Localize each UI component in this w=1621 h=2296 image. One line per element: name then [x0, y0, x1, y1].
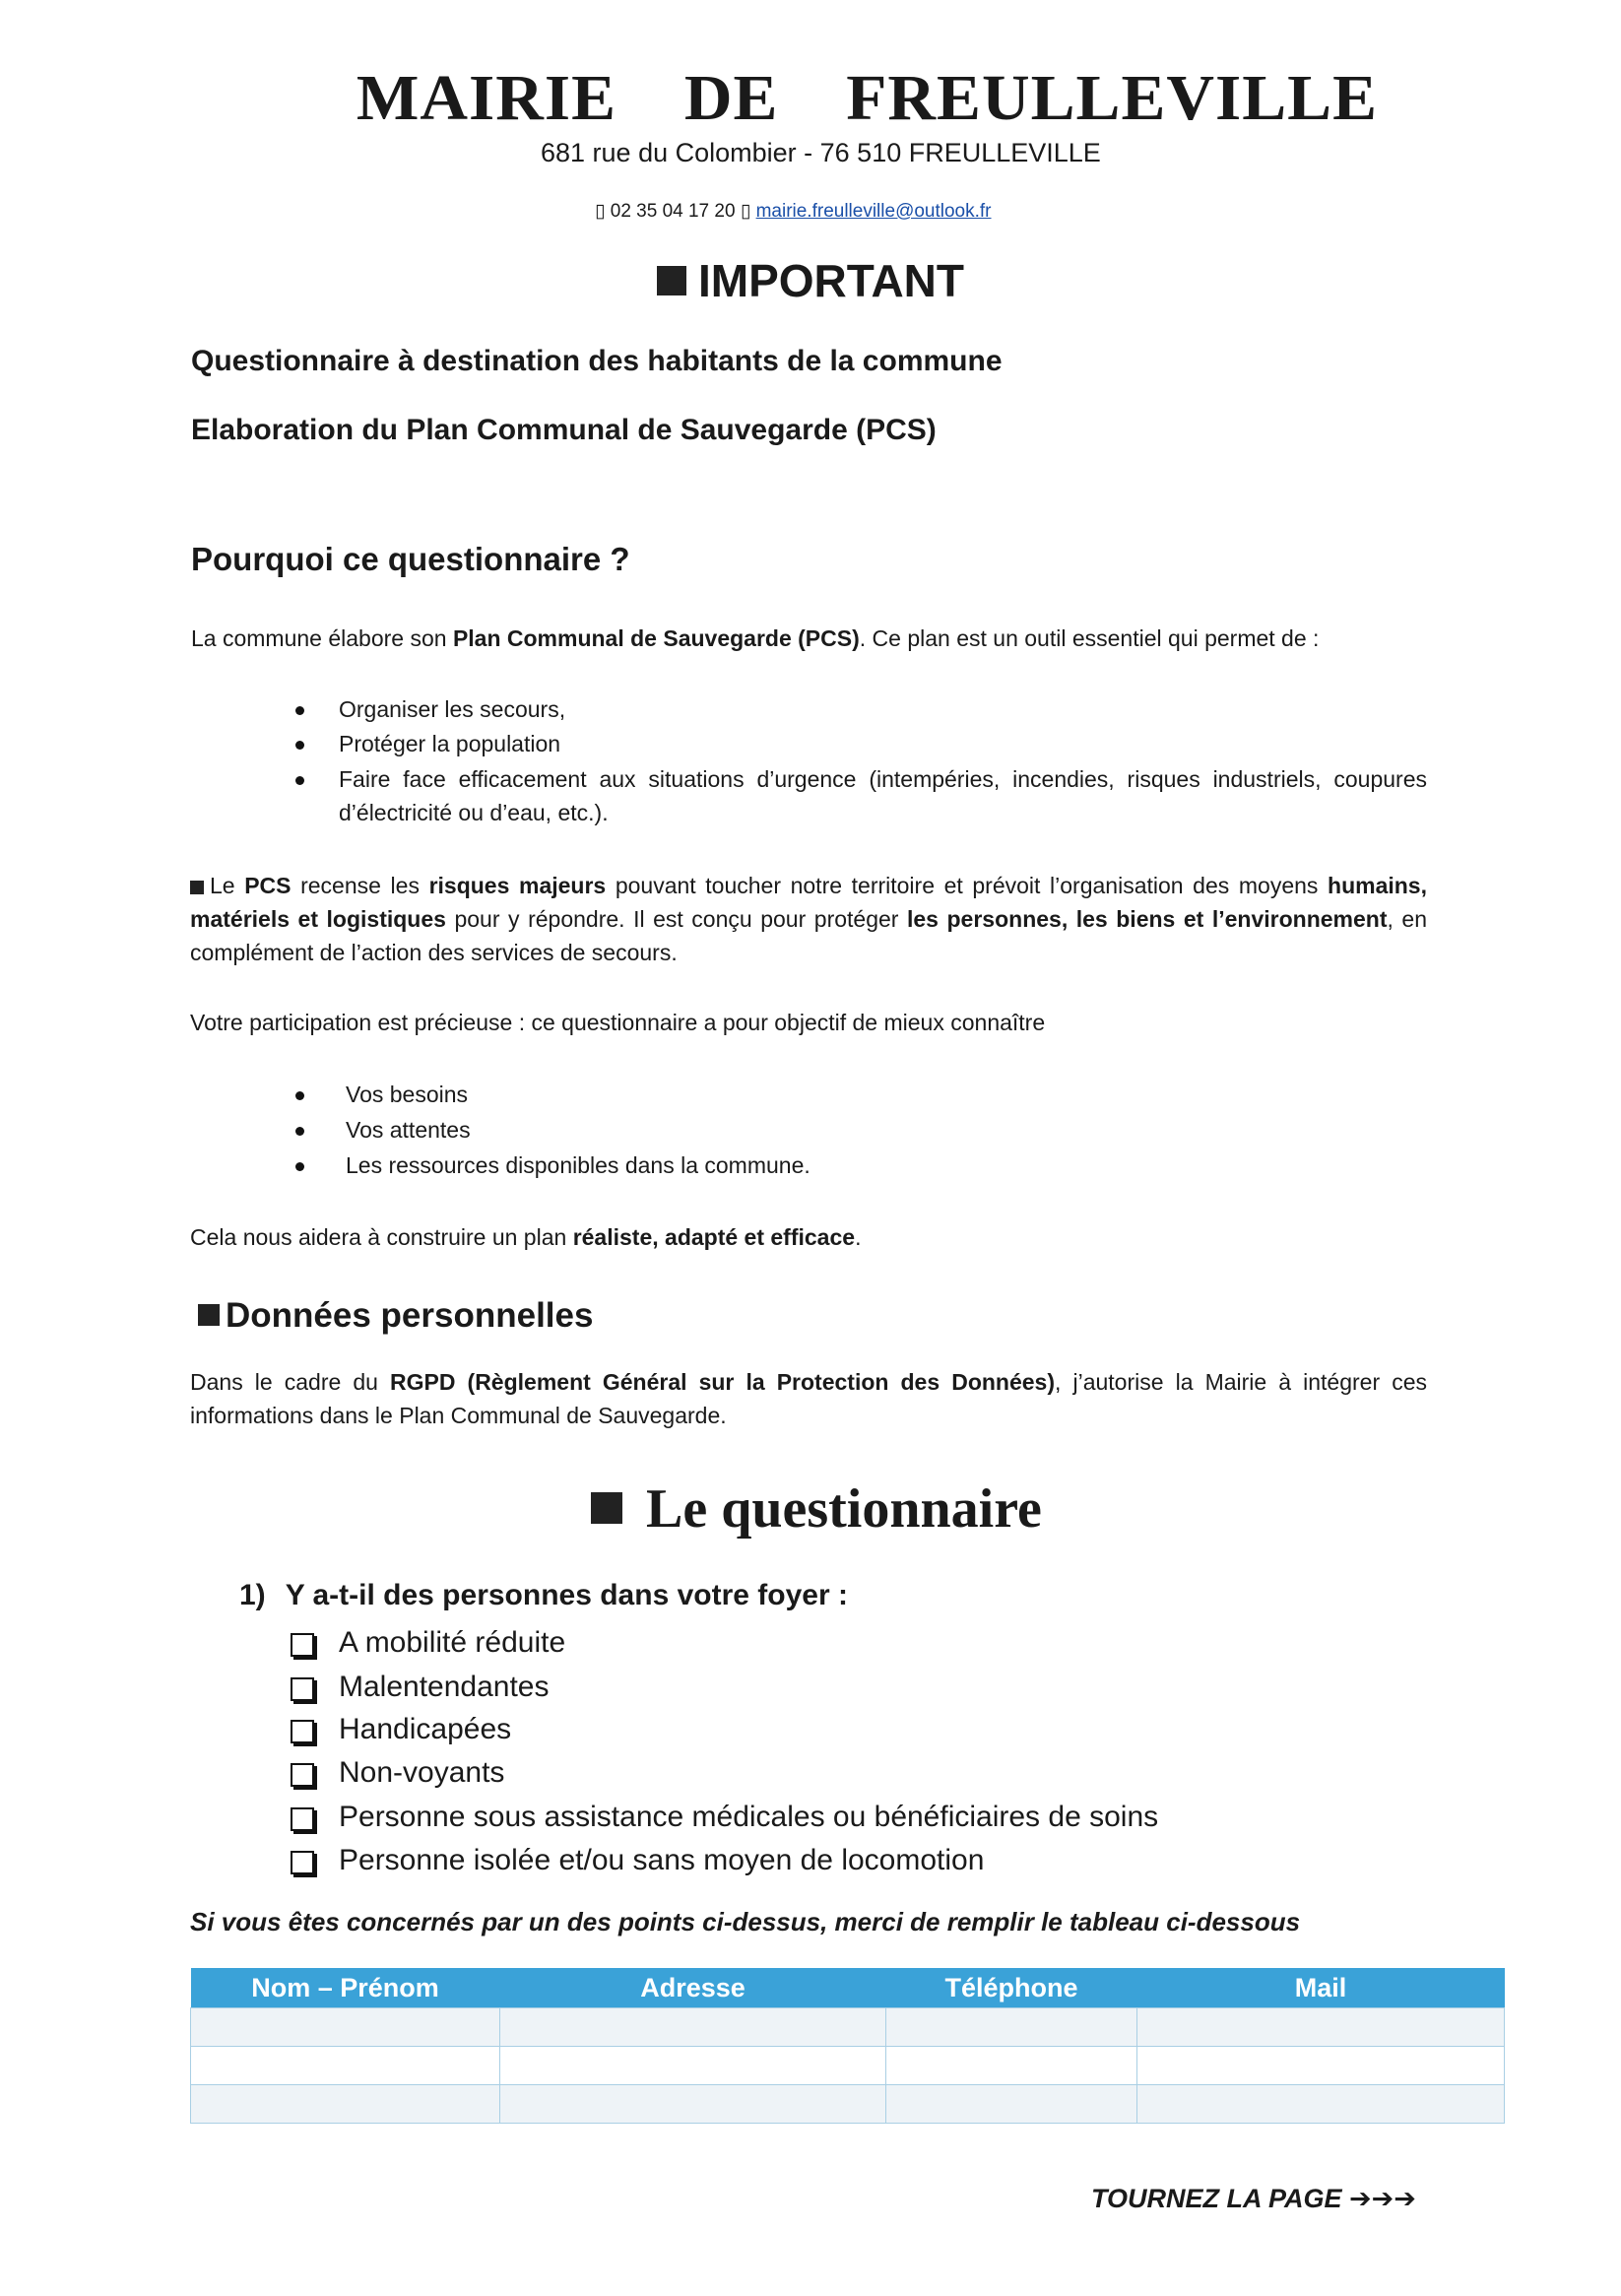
- address: 681 rue du Colombier - 76 510 FREULLEVILLE: [541, 138, 1101, 167]
- table-cell[interactable]: [191, 2047, 500, 2085]
- checkbox-icon: [291, 1763, 314, 1787]
- mail-icon: ▯: [740, 201, 751, 222]
- bullet-icon: [295, 776, 304, 785]
- table-cell[interactable]: [500, 2085, 886, 2124]
- pcs-paragraph: Le PCS recense les risques majeurs pouvant toucher notre territoire et prévoit l’organisation des moyens humains, matériels et logistiques pour y répondre. Il est conçu pour protéger les personnes, les biens et l’environnement, en complément de l’action des services de secours.: [190, 873, 1427, 965]
- checkbox-icon: [291, 1851, 314, 1874]
- email-link[interactable]: mairie.freulleville@outlook.fr: [755, 201, 992, 222]
- bullet-icon: [295, 706, 304, 715]
- checkbox-handicapees[interactable]: Handicapées: [291, 1710, 511, 1749]
- checkbox-icon: [291, 1720, 314, 1743]
- square-bullet-icon: [657, 266, 686, 295]
- list-item: Vos attentes: [346, 1113, 471, 1148]
- table-header-row: [191, 1968, 1505, 2008]
- checkbox-personne-isolee[interactable]: Personne isolée et/ou sans moyen de locomotion: [291, 1841, 984, 1880]
- list-item: Vos besoins: [346, 1078, 468, 1112]
- column-header-telephone: Téléphone: [886, 1968, 1137, 2008]
- checkbox-assistance-medicale[interactable]: Personne sous assistance médicales ou bénéficiaires de soins: [291, 1798, 1158, 1837]
- table-row: [191, 2047, 1505, 2085]
- bullet-icon: [295, 741, 304, 750]
- checkbox-malentendantes[interactable]: Malentendantes: [291, 1668, 550, 1707]
- checkbox-mobilite[interactable]: A mobilité réduite: [291, 1623, 565, 1663]
- checkbox-icon: [291, 1633, 314, 1657]
- table-cell[interactable]: [886, 2008, 1137, 2047]
- conclusion-text: Cela nous aidera à construire un plan réaliste, adapté et efficace.: [190, 1224, 862, 1250]
- table-instruction: Si vous êtes concernés par un des points ci-dessus, merci de remplir le tableau ci-dessous: [190, 1907, 1301, 1936]
- important-heading: [657, 254, 964, 307]
- square-bullet-icon: [198, 1304, 220, 1326]
- checkbox-icon: [291, 1677, 314, 1701]
- subtitle-pcs: Elaboration du Plan Communal de Sauvegarde (PCS): [191, 414, 937, 446]
- important-label: IMPORTANT: [698, 255, 965, 306]
- contact-table: [190, 1968, 1505, 2124]
- subtitle-questionnaire: Questionnaire à destination des habitants de la commune: [191, 345, 1003, 377]
- column-header-nom: Nom – Prénom: [191, 1968, 500, 2008]
- contact-line: [595, 200, 992, 223]
- checkbox-icon: [291, 1807, 314, 1831]
- why-heading: Pourquoi ce questionnaire ?: [191, 541, 630, 577]
- table-cell[interactable]: [886, 2085, 1137, 2124]
- bullet-icon: [295, 1091, 304, 1100]
- bullet-icon: [295, 1127, 304, 1136]
- table-cell[interactable]: [1137, 2085, 1505, 2124]
- table-cell[interactable]: [500, 2008, 886, 2047]
- phone-number: 02 35 04 17 20: [610, 201, 736, 222]
- bullet-icon: [295, 1162, 304, 1171]
- questionnaire-heading: Le questionnaire: [591, 1477, 1042, 1541]
- personal-data-heading: Données personnelles: [198, 1296, 593, 1336]
- participation-text: Votre participation est précieuse : ce questionnaire a pour objectif de mieux connaître: [190, 1010, 1046, 1035]
- list-item: Faire face efficacement aux situations d’urgence (intempéries, incendies, risques industriels, coupures d’électricité ou d’eau, etc.).: [339, 762, 1427, 829]
- list-item: Organiser les secours,: [339, 692, 565, 727]
- turn-page-note: TOURNEZ LA PAGE ➔➔➔: [1091, 2184, 1416, 2213]
- table-cell[interactable]: [500, 2047, 886, 2085]
- page-title: MAIRIE DE FREULLEVILLE: [356, 62, 1379, 134]
- table-cell[interactable]: [1137, 2008, 1505, 2047]
- checkbox-non-voyants[interactable]: Non-voyants: [291, 1753, 504, 1793]
- table-row: [191, 2085, 1505, 2124]
- column-header-mail: Mail: [1137, 1968, 1505, 2008]
- table-cell[interactable]: [886, 2047, 1137, 2085]
- rgpd-paragraph: Dans le cadre du RGPD (Règlement Général sur la Protection des Données), j’autorise la Mairie à intégrer ces informations dans le Plan Communal de Sauvegarde.: [190, 1369, 1427, 1428]
- square-bullet-icon: [190, 881, 204, 894]
- intro-text: La commune élabore son Plan Communal de Sauvegarde (PCS). Ce plan est un outil essentiel qui permet de :: [191, 625, 1320, 651]
- square-bullet-icon: [591, 1492, 622, 1524]
- table-cell[interactable]: [191, 2008, 500, 2047]
- list-item: Protéger la population: [339, 727, 560, 761]
- table-row: [191, 2008, 1505, 2047]
- phone-icon: ▯: [595, 201, 606, 222]
- arrow-right-icon: ➔➔➔: [1349, 2184, 1416, 2213]
- table-cell[interactable]: [191, 2085, 500, 2124]
- question-1: 1) Y a-t-il des personnes dans votre foyer :: [239, 1579, 848, 1611]
- column-header-adresse: Adresse: [500, 1968, 886, 2008]
- table-cell[interactable]: [1137, 2047, 1505, 2085]
- list-item: Les ressources disponibles dans la commune.: [346, 1148, 810, 1183]
